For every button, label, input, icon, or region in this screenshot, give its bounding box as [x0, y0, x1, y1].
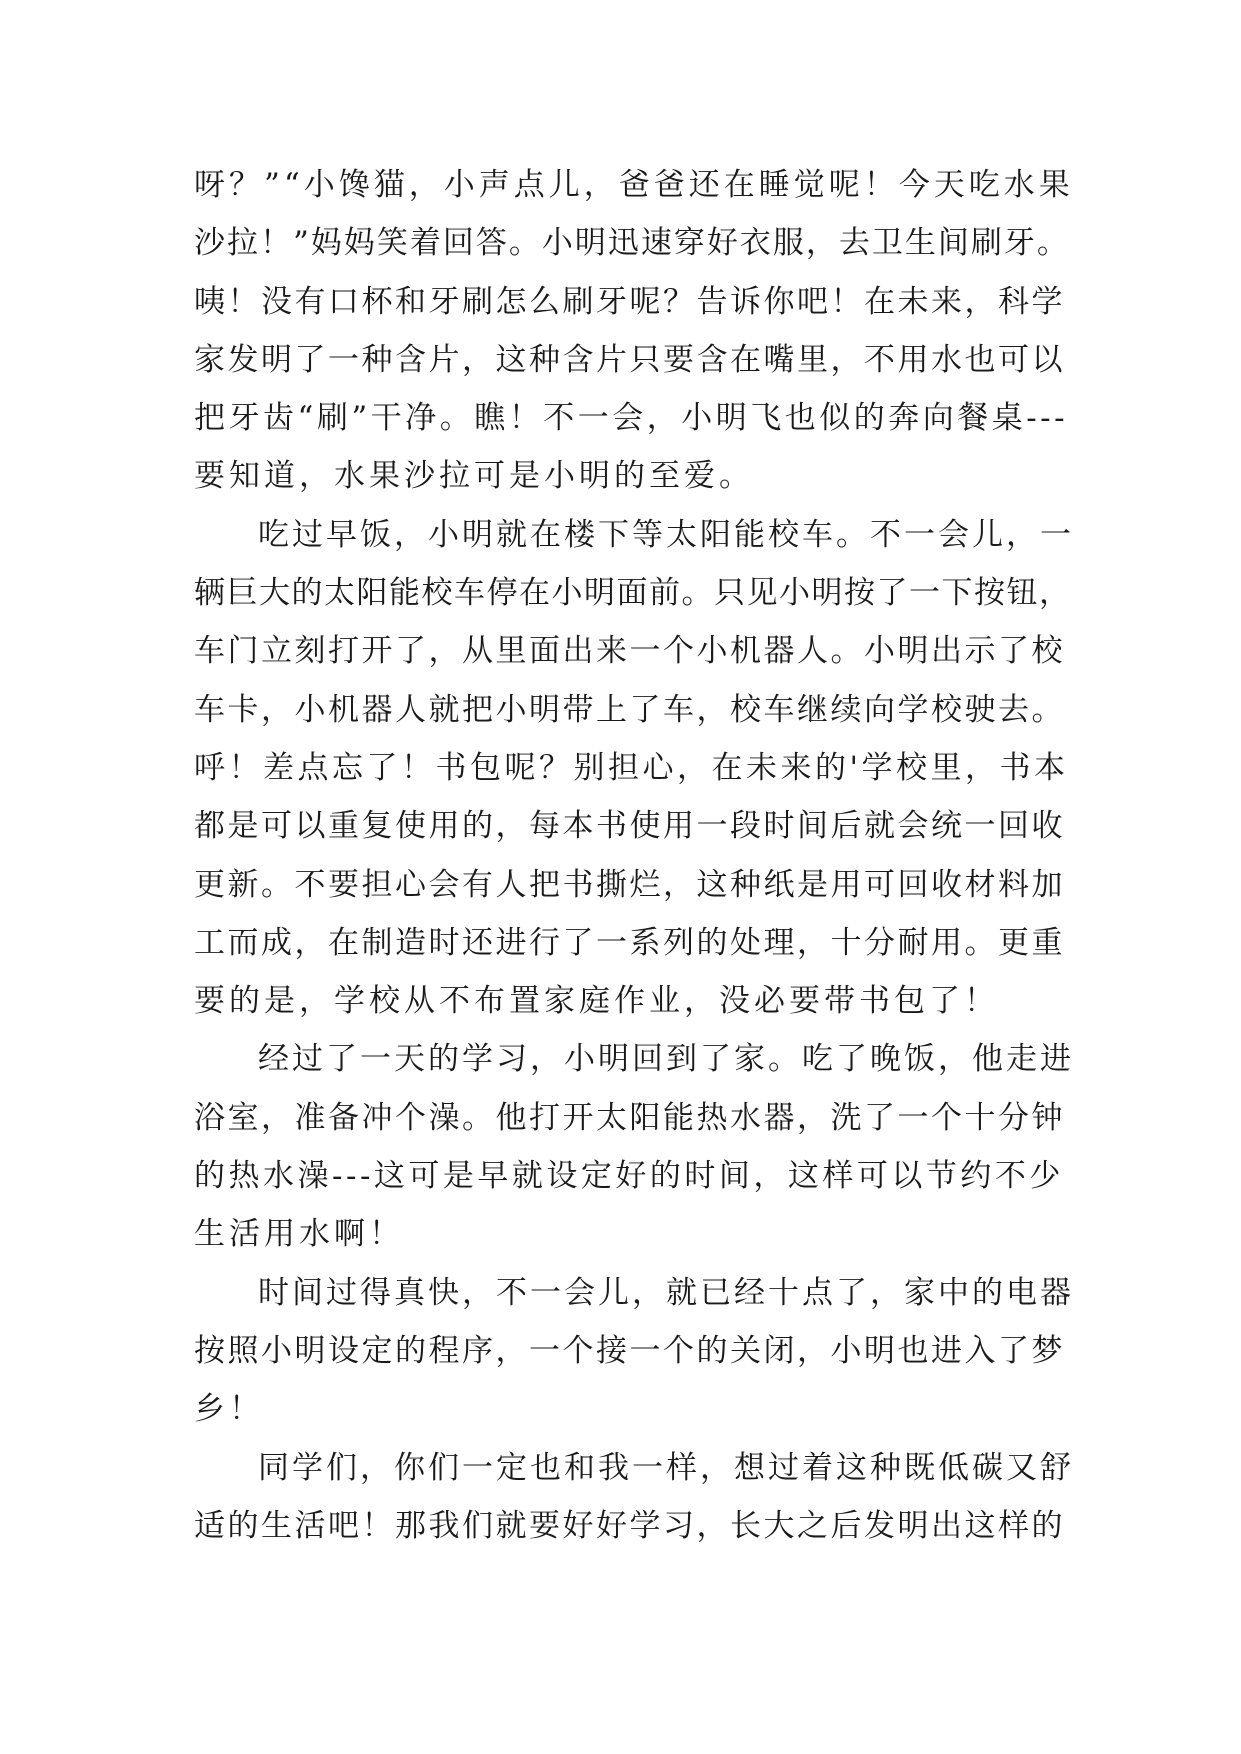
text-line: 吃过早饭，小明就在楼下等太阳能校车。不一会儿，一 — [258, 516, 1074, 553]
text-line: 乡！ — [194, 1391, 264, 1428]
text-line: 呀？”“小馋猫，小声点儿，爸爸还在睡觉呢！今天吃水果 — [194, 167, 1074, 203]
text-line: 经过了一天的学习，小明回到了家。吃了晚饭，他走进 — [258, 1041, 1074, 1078]
text-line: 工而成，在制造时还进行了一系列的处理，十分耐用。更重 — [194, 924, 1065, 961]
text-line: 呼！差点忘了！书包呢？别担心，在未来的'学校里，书本 — [194, 749, 1069, 786]
text-line: 要知道，水果沙拉可是小明的至爱。 — [194, 458, 754, 495]
text-line: 更新。不要担心会有人把书撕烂，这种纸是用可回收材料加 — [194, 866, 1065, 903]
text-line: 家发明了一种含片，这种含片只要含在嘴里，不用水也可以 — [194, 341, 1065, 378]
text-line: 咦！没有口杯和牙刷怎么刷牙呢？告诉你吧！在未来，科学 — [194, 283, 1065, 320]
text-line: 同学们，你们一定也和我一样，想过着这种既低碳又舒 — [258, 1449, 1074, 1486]
text-line: 浴室，准备冲个澡。他打开太阳能热水器，洗了一个十分钟 — [194, 1099, 1065, 1136]
body-text — [194, 156, 1074, 1555]
text-line: 要的是，学校从不布置家庭作业，没必要带书包了！ — [194, 983, 999, 1020]
text-line: 按照小明设定的程序，一个接一个的关闭，小明也进入了梦 — [194, 1332, 1065, 1369]
text-line: 车卡，小机器人就把小明带上了车，校车继续向学校驶去。 — [194, 691, 1065, 728]
text-line: 沙拉！”妈妈笑着回答。小明迅速穿好衣服，去卫生间刷牙。 — [194, 225, 1070, 262]
text-line: 把牙齿“刷”干净。瞧！不一会，小明飞也似的奔向餐桌--- — [194, 400, 1069, 437]
text-line: 辆巨大的太阳能校车停在小明面前。只见小明按了一下按钮， — [194, 575, 1072, 612]
text-line: 的热水澡---这可是早就设定好的时间，这样可以节约不少 — [194, 1158, 1064, 1195]
text-line: 车门立刻打开了，从里面出来一个小机器人。小明出示了校 — [194, 633, 1065, 670]
text-line: 时间过得真快，不一会儿，就已经十点了，家中的电器 — [258, 1274, 1074, 1311]
text-line: 生活用水啊！ — [194, 1216, 404, 1253]
text-line: 适的生活吧！那我们就要好好学习，长大之后发明出这样的 — [194, 1507, 1065, 1544]
text-line: 都是可以重复使用的，每本书使用一段时间后就会统一回收 — [194, 808, 1065, 845]
